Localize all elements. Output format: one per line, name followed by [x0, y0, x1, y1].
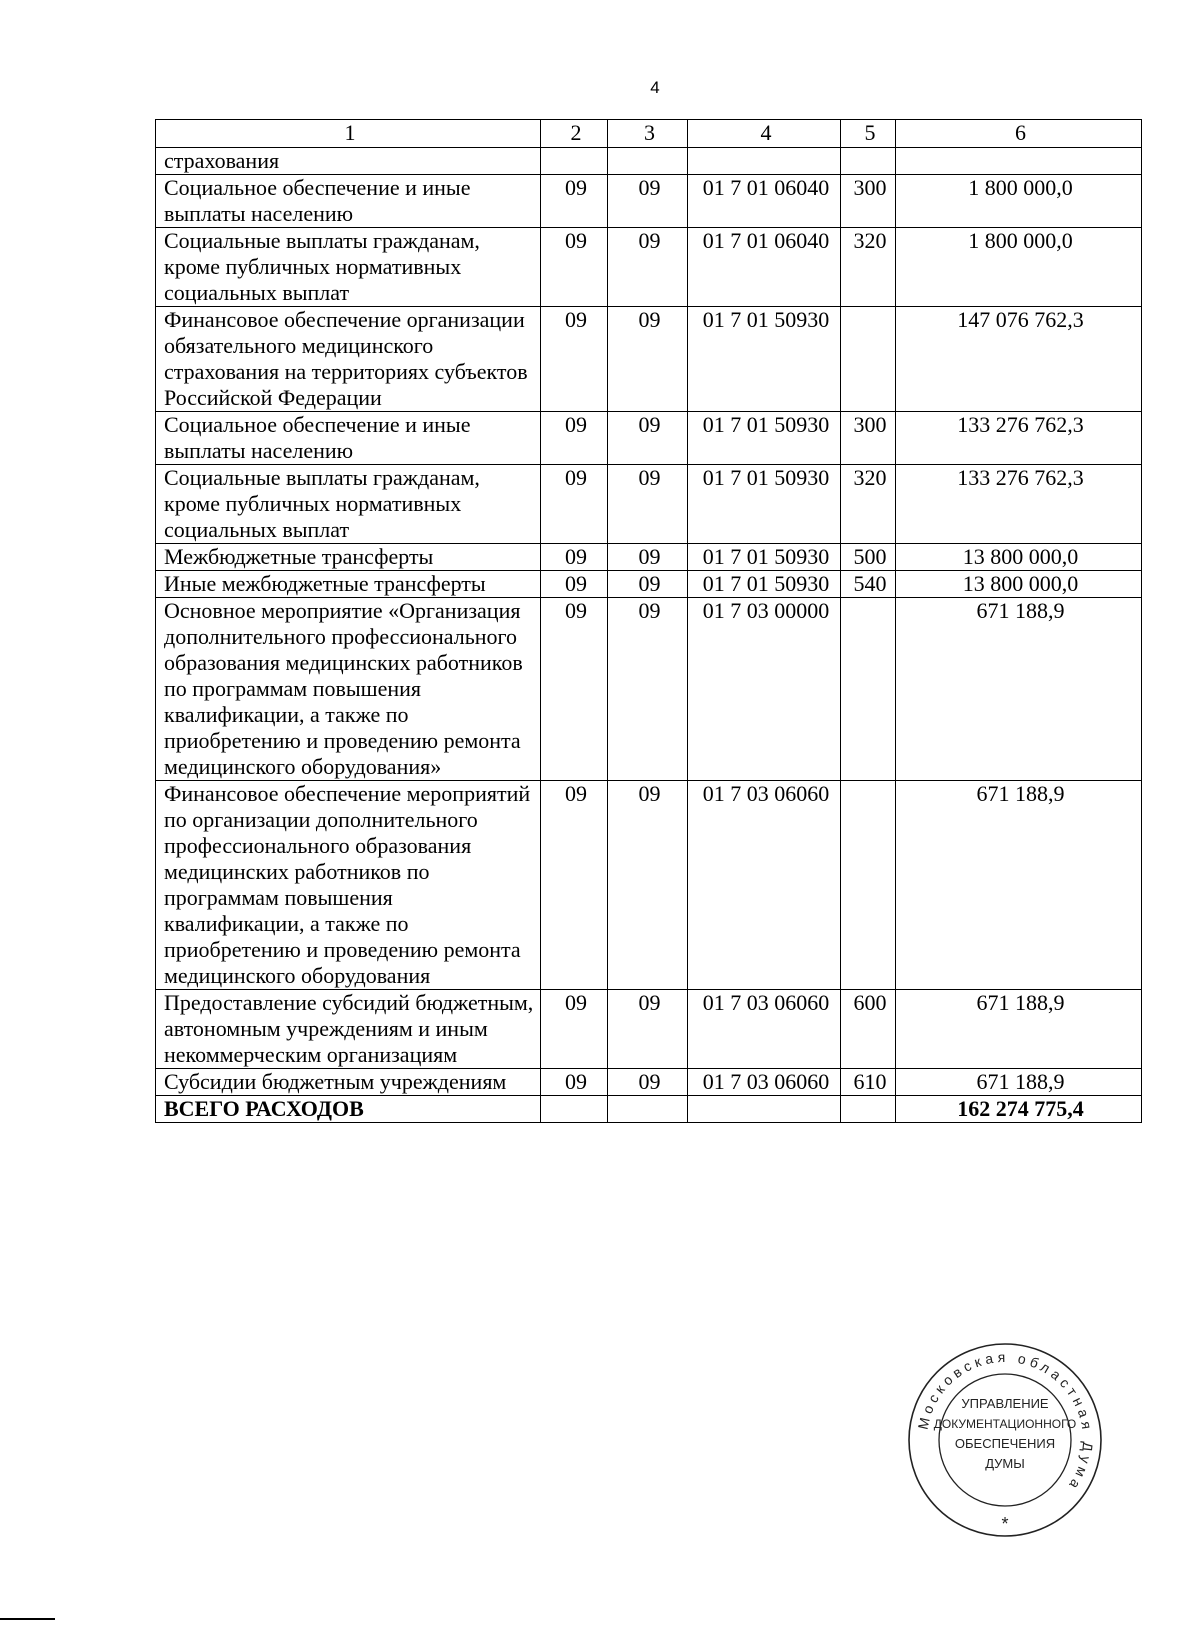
row-label: Предоставление субсидий бюджетным, автономным учреждениям и иным некоммерческим организациям — [156, 990, 541, 1069]
row-cell-3: 09 — [608, 412, 688, 465]
row-cell-3: 09 — [608, 990, 688, 1069]
row-cell-2: 09 — [541, 781, 608, 990]
row-cell-6 — [896, 148, 1142, 175]
row-cell-2 — [541, 148, 608, 175]
row-cell-5 — [841, 148, 896, 175]
column-header: 4 — [688, 120, 841, 148]
row-cell-2: 09 — [541, 465, 608, 544]
row-cell-4: 01 7 03 06060 — [688, 990, 841, 1069]
table-row — [156, 412, 1142, 465]
row-cell-2: 09 — [541, 175, 608, 228]
row-cell-3: 09 — [608, 1069, 688, 1096]
row-cell-5: 610 — [841, 1069, 896, 1096]
total-label: ВСЕГО РАСХОДОВ — [156, 1096, 541, 1123]
table-row — [156, 465, 1142, 544]
row-label: Межбюджетные трансферты — [156, 544, 541, 571]
row-cell-4: 01 7 01 06040 — [688, 175, 841, 228]
table-row — [156, 990, 1142, 1069]
row-label: страхования — [156, 148, 541, 175]
official-stamp — [905, 1340, 1105, 1540]
row-cell-6: 133 276 762,3 — [896, 412, 1142, 465]
row-cell-6: 147 076 762,3 — [896, 307, 1142, 412]
scan-edge-mark — [0, 1618, 55, 1620]
stamp-line: ДУМЫ — [985, 1456, 1025, 1471]
table-row — [156, 175, 1142, 228]
row-cell-4: 01 7 01 50930 — [688, 544, 841, 571]
column-header: 5 — [841, 120, 896, 148]
row-cell-2: 09 — [541, 307, 608, 412]
column-header: 1 — [156, 120, 541, 148]
row-cell-3: 09 — [608, 465, 688, 544]
row-cell-6: 13 800 000,0 — [896, 571, 1142, 598]
table-row — [156, 781, 1142, 990]
row-cell-3: 09 — [608, 228, 688, 307]
total-row — [156, 1096, 1142, 1123]
row-label: Субсидии бюджетным учреждениям — [156, 1069, 541, 1096]
row-cell-3 — [608, 1096, 688, 1123]
row-cell-5: 600 — [841, 990, 896, 1069]
table-header-row — [156, 120, 1142, 148]
row-label: Социальное обеспечение и иные выплаты населению — [156, 412, 541, 465]
table-row — [156, 148, 1142, 175]
row-cell-5 — [841, 781, 896, 990]
row-cell-6: 13 800 000,0 — [896, 544, 1142, 571]
row-cell-2: 09 — [541, 571, 608, 598]
row-cell-5: 320 — [841, 228, 896, 307]
row-cell-6: 671 188,9 — [896, 1069, 1142, 1096]
stamp-star: * — [1001, 1514, 1009, 1534]
row-cell-2: 09 — [541, 598, 608, 781]
row-cell-6: 133 276 762,3 — [896, 465, 1142, 544]
row-cell-4: 01 7 01 50930 — [688, 465, 841, 544]
row-cell-5 — [841, 598, 896, 781]
stamp-ring-text: Московская областная Дума — [914, 1348, 1097, 1496]
row-cell-2: 09 — [541, 1069, 608, 1096]
row-cell-4: 01 7 03 06060 — [688, 1069, 841, 1096]
row-label: Социальное обеспечение и иные выплаты населению — [156, 175, 541, 228]
row-label: Финансовое обеспечение организации обязательного медицинского страхования на территориях субъектов Российской Федерации — [156, 307, 541, 412]
row-cell-5: 540 — [841, 571, 896, 598]
row-label: Основное мероприятие «Организация дополнительного профессионального образования медицинских работников по программам повышения квалификации, а также по приобретению и проведению ремонта медицинского оборудования» — [156, 598, 541, 781]
row-cell-3: 09 — [608, 544, 688, 571]
row-cell-6: 671 188,9 — [896, 598, 1142, 781]
row-label: Социальные выплаты гражданам, кроме публичных нормативных социальных выплат — [156, 228, 541, 307]
row-cell-2 — [541, 1096, 608, 1123]
row-cell-4: 01 7 03 00000 — [688, 598, 841, 781]
row-cell-5: 320 — [841, 465, 896, 544]
row-cell-4: 01 7 01 50930 — [688, 571, 841, 598]
page-number: 4 — [650, 78, 660, 97]
row-cell-6: 671 188,9 — [896, 990, 1142, 1069]
row-cell-5 — [841, 307, 896, 412]
row-cell-6: 1 800 000,0 — [896, 175, 1142, 228]
table-row — [156, 544, 1142, 571]
table-row — [156, 307, 1142, 412]
budget-table — [155, 119, 1142, 1123]
column-header: 3 — [608, 120, 688, 148]
row-cell-6: 1 800 000,0 — [896, 228, 1142, 307]
stamp-line: ОБЕСПЕЧЕНИЯ — [954, 1436, 1056, 1451]
row-cell-4: 01 7 01 50930 — [688, 307, 841, 412]
total-value: 162 274 775,4 — [896, 1096, 1142, 1123]
row-cell-4: 01 7 03 06060 — [688, 781, 841, 990]
row-cell-3: 09 — [608, 598, 688, 781]
row-cell-2: 09 — [541, 990, 608, 1069]
row-label: Финансовое обеспечение мероприятий по организации дополнительного профессионального образования медицинских работников по программам повышения квалификации, а также по приобретению и проведению ремонта медицинского оборудования — [156, 781, 541, 990]
row-cell-2: 09 — [541, 412, 608, 465]
row-cell-5: 500 — [841, 544, 896, 571]
table-row — [156, 1069, 1142, 1096]
stamp-line: ДОКУМЕНТАЦИОННОГО — [933, 1417, 1077, 1431]
row-cell-5: 300 — [841, 175, 896, 228]
row-cell-3: 09 — [608, 781, 688, 990]
row-cell-4 — [688, 148, 841, 175]
row-label: Иные межбюджетные трансферты — [156, 571, 541, 598]
row-cell-3 — [608, 148, 688, 175]
table-row — [156, 598, 1142, 781]
row-cell-5: 300 — [841, 412, 896, 465]
table-row — [156, 571, 1142, 598]
row-label: Социальные выплаты гражданам, кроме публичных нормативных социальных выплат — [156, 465, 541, 544]
stamp-graphic — [905, 1340, 1105, 1540]
column-header: 2 — [541, 120, 608, 148]
row-cell-4: 01 7 01 06040 — [688, 228, 841, 307]
row-cell-4 — [688, 1096, 841, 1123]
table-row — [156, 228, 1142, 307]
row-cell-2: 09 — [541, 544, 608, 571]
row-cell-3: 09 — [608, 175, 688, 228]
row-cell-3: 09 — [608, 571, 688, 598]
row-cell-4: 01 7 01 50930 — [688, 412, 841, 465]
stamp-line: УПРАВЛЕНИЕ — [961, 1396, 1049, 1411]
column-header: 6 — [896, 120, 1142, 148]
row-cell-5 — [841, 1096, 896, 1123]
row-cell-2: 09 — [541, 228, 608, 307]
row-cell-3: 09 — [608, 307, 688, 412]
row-cell-6: 671 188,9 — [896, 781, 1142, 990]
